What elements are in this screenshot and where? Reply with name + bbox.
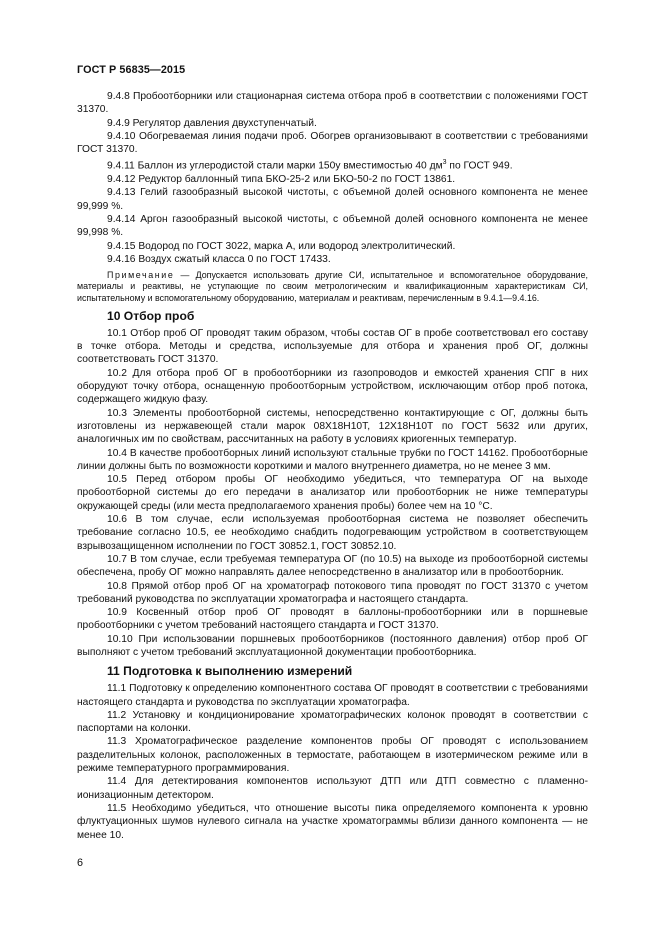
paragraph-11-3: 11.3 Хроматографическое разделение компонентов пробы ОГ проводят с использованием разделительных колонок, расположенных в термостате, работающем в изотермическом режиме или в режиме температурного программирования. xyxy=(77,736,588,775)
paragraph-9-4-10: 9.4.10 Обогреваемая линия подачи проб. Обогрев организовывают в соответствии с требованиями ГОСТ 31370. xyxy=(77,130,588,156)
paragraph-10-5: 10.5 Перед отбором пробы ОГ необходимо убедиться, что температура ОГ на выходе пробоотборной системы до его передачи в анализатор или пробоотборник не ниже температуры окружающей среды (или места предполагаемого хранения пробы) более чем на 10 °С. xyxy=(77,474,588,512)
paragraph-10-8: 10.8 Прямой отбор проб ОГ на хроматограф потокового типа проводят по ГОСТ 31370 с учетом требований руководства по эксплуатации хроматографа и настоящего стандарта. xyxy=(77,580,588,605)
paragraph-9-4-9: 9.4.9 Регулятор давления двухступенчатый. xyxy=(107,117,317,129)
superscript-3: 3 xyxy=(442,159,447,167)
paragraph-10-3: 10.3 Элементы пробоотборной системы, непосредственно контактирующие с ОГ, должны быть изготовлены из нержавеющей стали марок 08Х18Н10Т, 12Х18Н10Т по ГОСТ 5632 или других, аналогичных им по свойствам, рассчитанных на работу в условиях криогенных температур. xyxy=(77,407,588,446)
paragraph-11-1: 11.1 Подготовку к определению компонентного состава ОГ проводят в соответствии с требованиями настоящего стандарта и руководства по эксплуатации хроматографа. xyxy=(77,683,588,708)
paragraph-11-5: 11.5 Необходимо убедиться, что отношение высоты пика определяемого компонента к уровню флуктуационных шумов нулевого сигнала на участке хроматограммы вблизи данного компонента — не менее 10. xyxy=(77,802,588,841)
paragraph-9-4-13: 9.4.13 Гелий газообразный высокой чистоты, с объемной долей основного компонента не менее 99,999 %. xyxy=(77,187,588,212)
paragraph-9-4-16: 9.4.16 Воздух сжатый класса 0 по ГОСТ 17433. xyxy=(107,253,331,265)
document-body xyxy=(77,90,588,842)
paragraph-10-7: 10.7 В том случае, если требуемая температура ОГ (по 10.5) на выходе из пробоотборной системы обеспечена, пробу ОГ можно направлять далее непосредственно в анализатор или в пробоотборник. xyxy=(77,553,588,579)
section-10-heading: 10 Отбор проб xyxy=(107,308,195,323)
paragraph-10-4: 10.4 В качестве пробоотборных линий используют стальные трубки по ГОСТ 14162. Пробоотборные линии должны быть по возможности короткими и малого внутреннего диаметра, но не менее 3 мм. xyxy=(77,447,588,472)
paragraph-11-4: 11.4 Для детектирования компонентов используют ДТП или ДТП совместно с пламенно-ионизационным детектором. xyxy=(77,776,588,801)
note-label: Примечание xyxy=(107,270,175,281)
document-header: ГОСТ Р 56835—2015 xyxy=(77,64,186,76)
note xyxy=(77,270,588,304)
paragraph-10-2: 10.2 Для отбора проб ОГ в пробоотборники из газопроводов и емкостей хранения СПГ в них оборудуют точку отбора, оснащенную пробоотборным устройством, исключающим отбор проб потока, содержащего жидкую фазу. xyxy=(77,367,588,406)
page-number: 6 xyxy=(77,857,84,869)
paragraph-11-2: 11.2 Установку и кондиционирование хроматографических колонок проводят в соответствии с паспортами на колонки. xyxy=(77,709,588,735)
paragraph-9-4-11-text: 9.4.11 Баллон из углеродистой стали марки 150у вместимостью 40 дм xyxy=(107,160,443,172)
paragraph-10-6: 10.6 В том случае, если используемая пробоотборная система не позволяет обеспечить требование согласно 10.5, ее необходимо снабдить подогревающим устройством в соответствующем взрывозащищенном исполнении по ГОСТ 30852.1, ГОСТ 30852.10. xyxy=(77,514,588,552)
paragraph-9-4-12: 9.4.12 Редуктор баллонный типа БКО-25-2 или БКО-50-2 по ГОСТ 13861. xyxy=(107,174,456,186)
note-text: — Допускается использовать другие СИ, испытательное и вспомогательное оборудование, материалы и реактивы, не уступающие по своим метрологическим и квалификационным характеристикам СИ, испытательному и вспомогательному оборудованию, материалам и реактивам, перечисленным в 9.4.1—9.4.16. xyxy=(77,270,588,303)
paragraph-10-9: 10.9 Косвенный отбор проб ОГ проводят в баллоны-пробоотборники или в поршневые пробоотборники с учетом требований настоящего стандарта и ГОСТ 31370. xyxy=(77,607,588,632)
paragraph-9-4-11-tail: по ГОСТ 949. xyxy=(446,160,513,172)
paragraph-9-4-8: 9.4.8 Пробоотборники или стационарная система отбора проб в соответствии с положениями ГОСТ 31370. xyxy=(77,91,588,116)
paragraph-10-10: 10.10 При использовании поршневых пробоотборников (постоянного давления) отбор проб ОГ выполняют с учетом требований эксплуатационной документации пробоотборника. xyxy=(77,633,588,658)
paragraph-9-4-15: 9.4.15 Водород по ГОСТ 3022, марка А, или водород электролитический. xyxy=(107,240,456,252)
section-11-heading: 11 Подготовка к выполнению измерений xyxy=(107,664,353,679)
paragraph-9-4-11 xyxy=(77,156,588,173)
paragraph-9-4-14: 9.4.14 Аргон газообразный высокой чистоты, с объемной долей основного компонента не менее 99,998 %. xyxy=(77,214,588,239)
paragraph-10-1: 10.1 Отбор проб ОГ проводят таким образом, чтобы состав ОГ в пробе соответствовал его составу в точке отбора. Методы и средства, используемые для отбора и хранения проб ОГ, должны соответствовать ГОСТ 31370. xyxy=(77,327,588,366)
